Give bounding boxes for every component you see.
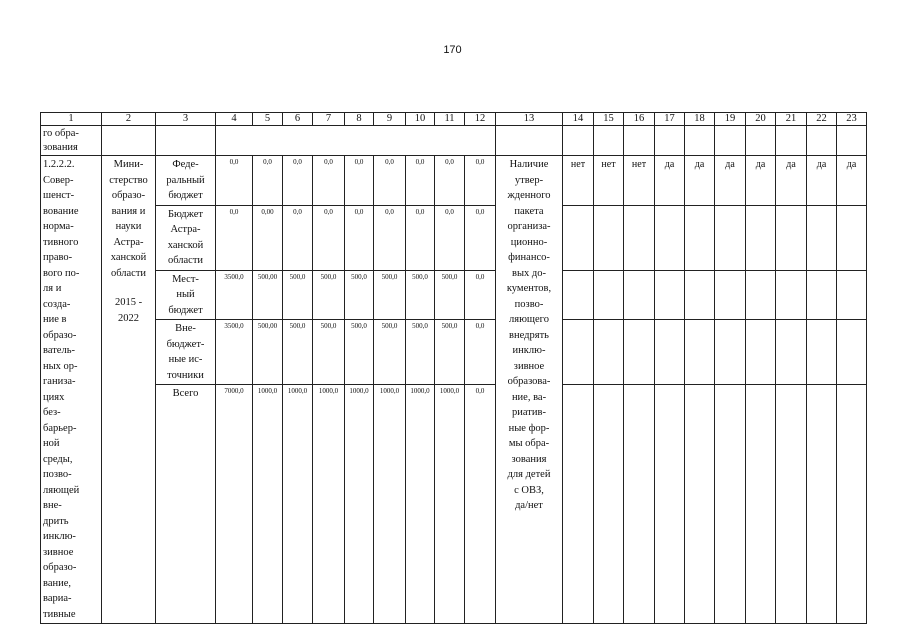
empty-cell — [655, 205, 685, 270]
empty-cell — [807, 320, 837, 385]
empty-cell — [715, 385, 746, 624]
empty-cell — [624, 385, 655, 624]
continuation-text: го обра- зования — [41, 126, 102, 156]
empty-cell — [715, 270, 746, 320]
funding-value: 500,0 — [313, 270, 345, 320]
funding-value: 0,0 — [465, 320, 496, 385]
empty-cell — [563, 385, 594, 624]
empty-cell — [496, 126, 563, 156]
funding-value: 0,0 — [374, 156, 406, 206]
funding-value: 1000,0 — [283, 385, 313, 624]
empty-cell — [807, 126, 837, 156]
empty-cell — [102, 126, 156, 156]
funding-value: 500,0 — [283, 320, 313, 385]
funding-value: 500,0 — [345, 270, 374, 320]
empty-cell — [563, 126, 594, 156]
empty-cell — [216, 126, 496, 156]
empty-cell — [655, 385, 685, 624]
empty-cell — [685, 270, 715, 320]
source-row — [41, 320, 867, 385]
target-value: да — [715, 156, 746, 206]
column-number-13: 13 — [496, 113, 563, 126]
column-number-8: 8 — [345, 113, 374, 126]
gap-spacer — [104, 281, 153, 295]
empty-cell — [685, 385, 715, 624]
column-number-12: 12 — [465, 113, 496, 126]
funding-value: 3500,0 — [216, 320, 253, 385]
source-row — [41, 385, 867, 624]
target-value: да — [837, 156, 867, 206]
target-value: да — [655, 156, 685, 206]
funding-value: 0,0 — [216, 205, 253, 270]
empty-cell — [776, 320, 807, 385]
column-number-11: 11 — [435, 113, 465, 126]
funding-value: 0,00 — [253, 205, 283, 270]
target-value: да — [746, 156, 776, 206]
page-number: 170 — [443, 44, 462, 56]
column-number-4: 4 — [216, 113, 253, 126]
program-table-wrapper — [40, 112, 867, 624]
empty-cell — [837, 385, 867, 624]
empty-cell — [563, 270, 594, 320]
empty-cell — [594, 270, 624, 320]
funding-value: 500,0 — [406, 270, 435, 320]
program-table — [40, 112, 867, 624]
column-number-5: 5 — [253, 113, 283, 126]
executor-and-period — [102, 156, 156, 624]
funding-value: 1000,0 — [253, 385, 283, 624]
funding-value: 0,0 — [465, 270, 496, 320]
column-number-14: 14 — [563, 113, 594, 126]
column-number-17: 17 — [655, 113, 685, 126]
funding-value: 0,0 — [283, 156, 313, 206]
empty-cell — [837, 205, 867, 270]
empty-cell — [594, 205, 624, 270]
empty-cell — [715, 205, 746, 270]
empty-cell — [715, 320, 746, 385]
funding-value: 500,0 — [406, 320, 435, 385]
empty-cell — [746, 205, 776, 270]
funding-value: 500,0 — [435, 320, 465, 385]
funding-value: 500,00 — [253, 270, 283, 320]
funding-value: 1000,0 — [345, 385, 374, 624]
funding-value: 0,0 — [253, 156, 283, 206]
empty-cell — [624, 126, 655, 156]
funding-value: 1000,0 — [435, 385, 465, 624]
empty-cell — [655, 126, 685, 156]
empty-cell — [746, 320, 776, 385]
empty-cell — [776, 270, 807, 320]
empty-cell — [776, 126, 807, 156]
funding-value: 0,0 — [465, 156, 496, 206]
target-value: нет — [594, 156, 624, 206]
target-value: да — [776, 156, 807, 206]
column-number-row — [41, 113, 867, 126]
empty-cell — [655, 270, 685, 320]
empty-cell — [594, 385, 624, 624]
empty-cell — [837, 320, 867, 385]
funding-value: 1000,0 — [313, 385, 345, 624]
funding-value: 0,0 — [313, 205, 345, 270]
funding-source-name: Всего — [156, 385, 216, 624]
indicator-text: Наличие утвер- жденного пакета организа- ционно- финансо- вых до- кументов, позво- ляющего внедрять инклю- зивное образова- ние, ва- риатив- ные фор- мы обра- зования для детей с ОВЗ, да/нет — [496, 156, 563, 624]
source-row — [41, 156, 867, 206]
source-row — [41, 205, 867, 270]
column-number-6: 6 — [283, 113, 313, 126]
funding-source-name: Вне- бюджет- ные ис- точники — [156, 320, 216, 385]
funding-source-name: Бюджет Астра- ханской области — [156, 205, 216, 270]
empty-cell — [837, 126, 867, 156]
empty-cell — [746, 270, 776, 320]
funding-value: 0,0 — [216, 156, 253, 206]
column-number-23: 23 — [837, 113, 867, 126]
empty-cell — [624, 320, 655, 385]
funding-value: 0,0 — [406, 156, 435, 206]
column-number-9: 9 — [374, 113, 406, 126]
funding-value: 500,00 — [253, 320, 283, 385]
column-number-19: 19 — [715, 113, 746, 126]
funding-value: 7000,0 — [216, 385, 253, 624]
empty-cell — [807, 205, 837, 270]
funding-value: 0,0 — [374, 205, 406, 270]
column-number-10: 10 — [406, 113, 435, 126]
empty-cell — [807, 385, 837, 624]
target-value: да — [807, 156, 837, 206]
target-value: нет — [563, 156, 594, 206]
target-value: нет — [624, 156, 655, 206]
empty-cell — [807, 270, 837, 320]
period: 2015 - 2022 — [114, 297, 143, 324]
funding-value: 0,0 — [465, 205, 496, 270]
empty-cell — [624, 270, 655, 320]
empty-cell — [624, 205, 655, 270]
funding-value: 0,0 — [345, 156, 374, 206]
column-number-1: 1 — [41, 113, 102, 126]
empty-cell — [746, 385, 776, 624]
source-row — [41, 270, 867, 320]
target-value: да — [685, 156, 715, 206]
funding-value: 0,0 — [406, 205, 435, 270]
column-number-21: 21 — [776, 113, 807, 126]
table-body — [41, 113, 867, 624]
funding-value: 0,0 — [313, 156, 345, 206]
empty-cell — [746, 126, 776, 156]
funding-source-name: Феде- ральный бюджет — [156, 156, 216, 206]
empty-cell — [776, 385, 807, 624]
continuation-row — [41, 126, 867, 156]
empty-cell — [837, 270, 867, 320]
item-name: 1.2.2.2. Совер- шенст- вование норма- тивного право- вого по- ля и созда- ние в образо- ватель- ных ор- ганиза- циях без- барьер- ной среды, позво- ляющей вне- дрить инклю- зивное образо- вание, вариа- тивные — [41, 156, 102, 624]
funding-value: 0,0 — [465, 385, 496, 624]
empty-cell — [563, 320, 594, 385]
funding-value: 500,0 — [374, 270, 406, 320]
funding-value: 3500,0 — [216, 270, 253, 320]
empty-cell — [685, 320, 715, 385]
funding-value: 500,0 — [283, 270, 313, 320]
empty-cell — [685, 205, 715, 270]
funding-value: 500,0 — [313, 320, 345, 385]
funding-value: 500,0 — [435, 270, 465, 320]
column-number-20: 20 — [746, 113, 776, 126]
column-number-18: 18 — [685, 113, 715, 126]
funding-value: 500,0 — [374, 320, 406, 385]
empty-cell — [715, 126, 746, 156]
column-number-15: 15 — [594, 113, 624, 126]
empty-cell — [655, 320, 685, 385]
empty-cell — [563, 205, 594, 270]
empty-cell — [156, 126, 216, 156]
funding-value: 1000,0 — [406, 385, 435, 624]
funding-source-name: Мест- ный бюджет — [156, 270, 216, 320]
funding-value: 0,0 — [345, 205, 374, 270]
column-number-2: 2 — [102, 113, 156, 126]
funding-value: 0,0 — [435, 156, 465, 206]
column-number-7: 7 — [313, 113, 345, 126]
funding-value: 1000,0 — [374, 385, 406, 624]
funding-value: 0,0 — [283, 205, 313, 270]
empty-cell — [594, 126, 624, 156]
empty-cell — [594, 320, 624, 385]
column-number-3: 3 — [156, 113, 216, 126]
empty-cell — [685, 126, 715, 156]
funding-value: 0,0 — [435, 205, 465, 270]
column-number-22: 22 — [807, 113, 837, 126]
column-number-16: 16 — [624, 113, 655, 126]
funding-value: 500,0 — [345, 320, 374, 385]
executor: Мини- стерство образо- вания и науки Астра- ханской области — [109, 159, 148, 279]
empty-cell — [776, 205, 807, 270]
